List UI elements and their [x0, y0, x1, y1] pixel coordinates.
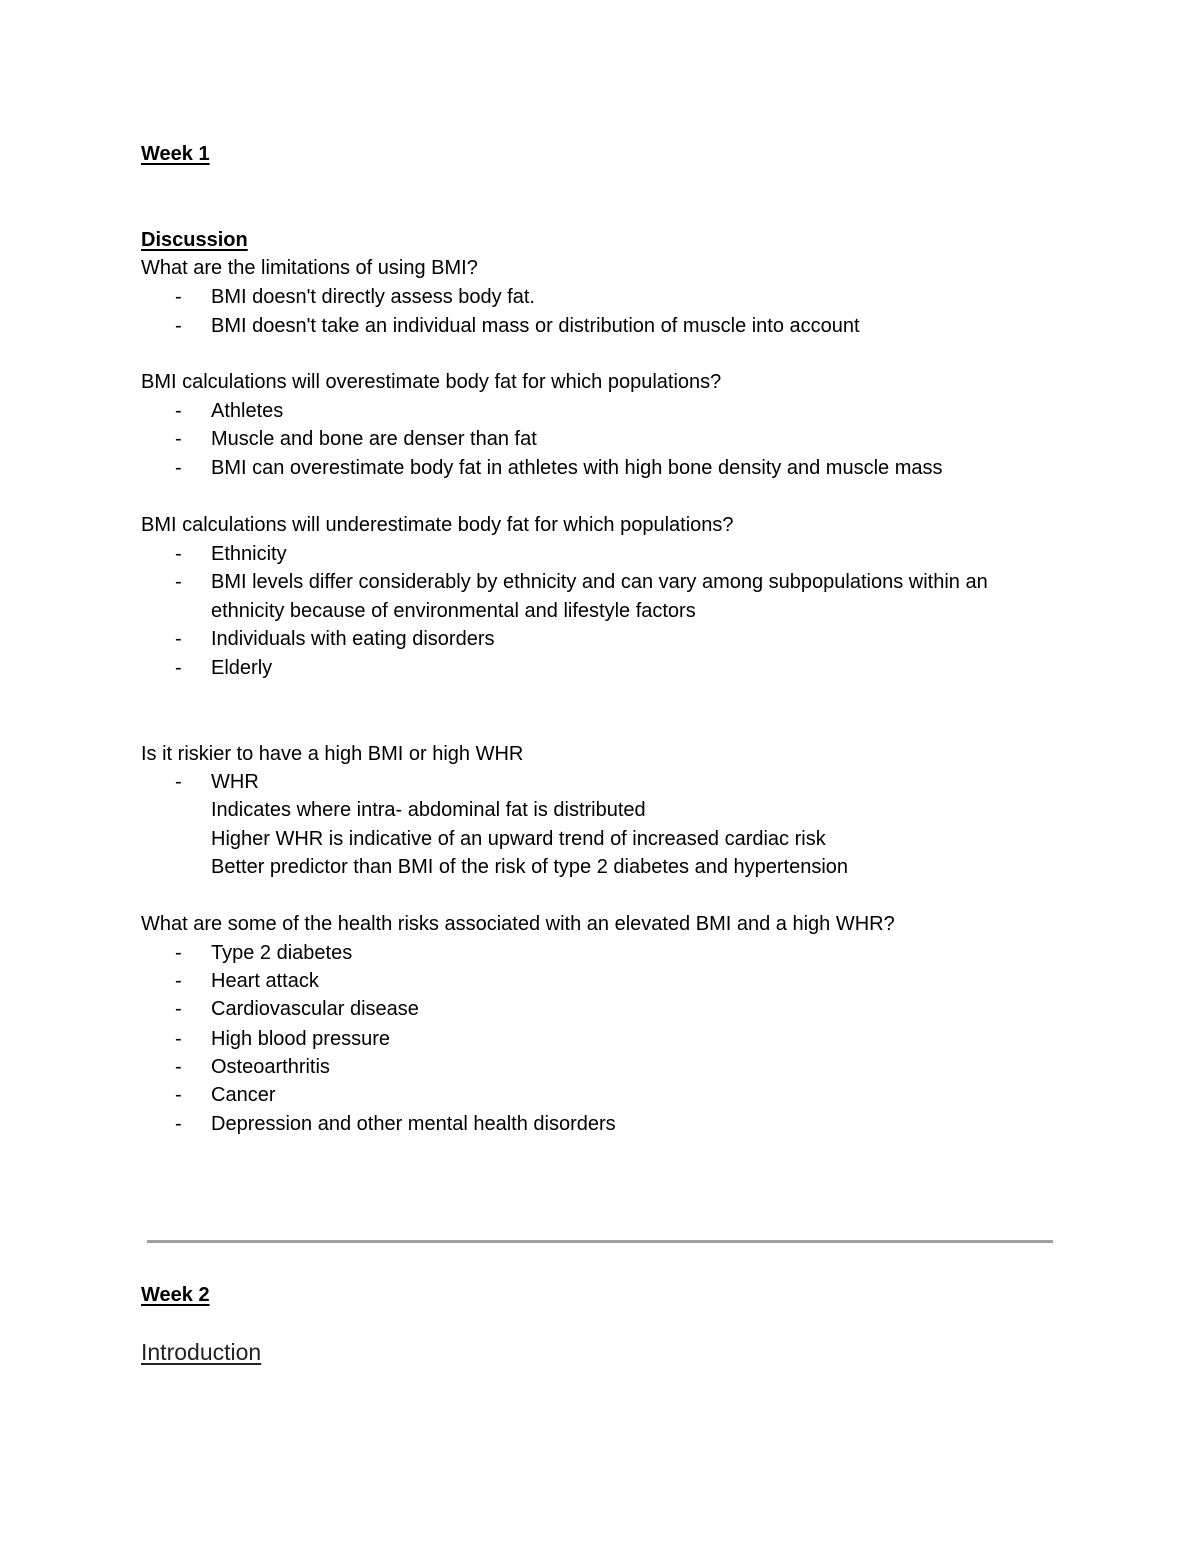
bullet-marker: -: [175, 571, 182, 593]
list-item: BMI doesn't take an individual mass or distribution of muscle into account: [211, 315, 860, 337]
list-item-continuation: ethnicity because of environmental and lifestyle factors: [211, 600, 696, 622]
question-health-risks: What are some of the health risks associated with an elevated BMI and a high WHR?: [141, 913, 895, 935]
list-item: Cardiovascular disease: [211, 998, 419, 1020]
question-overestimate: BMI calculations will overestimate body fat for which populations?: [141, 371, 722, 393]
bullet-marker: -: [175, 628, 182, 650]
bullet-marker: -: [175, 315, 182, 337]
list-item-detail: Better predictor than BMI of the risk of type 2 diabetes and hypertension: [211, 856, 849, 878]
question-underestimate: BMI calculations will underestimate body fat for which populations?: [141, 514, 734, 536]
bullet-marker: -: [175, 771, 182, 793]
bullet-marker: -: [175, 1113, 182, 1135]
bullet-marker: -: [175, 543, 182, 565]
bullet-marker: -: [175, 1028, 182, 1050]
list-item: Type 2 diabetes: [211, 942, 353, 964]
introduction-heading: Introduction: [141, 1339, 262, 1365]
question-bmi-limitations: What are the limitations of using BMI?: [141, 257, 478, 279]
list-item: Muscle and bone are denser than fat: [211, 428, 537, 450]
bullet-marker: -: [175, 942, 182, 964]
bullet-marker: -: [175, 998, 182, 1020]
list-item: Cancer: [211, 1084, 276, 1106]
list-item: Ethnicity: [211, 543, 287, 565]
horizontal-divider: [147, 1240, 1053, 1243]
bullet-marker: -: [175, 400, 182, 422]
bullet-marker: -: [175, 1084, 182, 1106]
question-bmi-vs-whr: Is it riskier to have a high BMI or high WHR: [141, 743, 524, 765]
list-item: Individuals with eating disorders: [211, 628, 495, 650]
bullet-marker: -: [175, 286, 182, 308]
list-item: High blood pressure: [211, 1028, 390, 1050]
bullet-marker: -: [175, 428, 182, 450]
list-item-detail: Higher WHR is indicative of an upward trend of increased cardiac risk: [211, 828, 826, 850]
list-item: BMI levels differ considerably by ethnicity and can vary among subpopulations within an: [211, 571, 988, 593]
list-item: Heart attack: [211, 970, 319, 992]
list-item: Athletes: [211, 400, 284, 422]
list-item: BMI can overestimate body fat in athletes with high bone density and muscle mass: [211, 457, 943, 479]
discussion-heading: Discussion: [141, 229, 248, 251]
list-item: Osteoarthritis: [211, 1056, 330, 1078]
bullet-marker: -: [175, 657, 182, 679]
week2-title: Week 2: [141, 1284, 210, 1306]
bullet-marker: -: [175, 457, 182, 479]
list-item: WHR: [211, 771, 259, 793]
list-item: Depression and other mental health disorders: [211, 1113, 616, 1135]
bullet-marker: -: [175, 1056, 182, 1078]
list-item: Elderly: [211, 657, 273, 679]
list-item-detail: Indicates where intra- abdominal fat is distributed: [211, 799, 646, 821]
bullet-marker: -: [175, 970, 182, 992]
list-item: BMI doesn't directly assess body fat.: [211, 286, 535, 308]
week1-title: Week 1: [141, 143, 210, 165]
